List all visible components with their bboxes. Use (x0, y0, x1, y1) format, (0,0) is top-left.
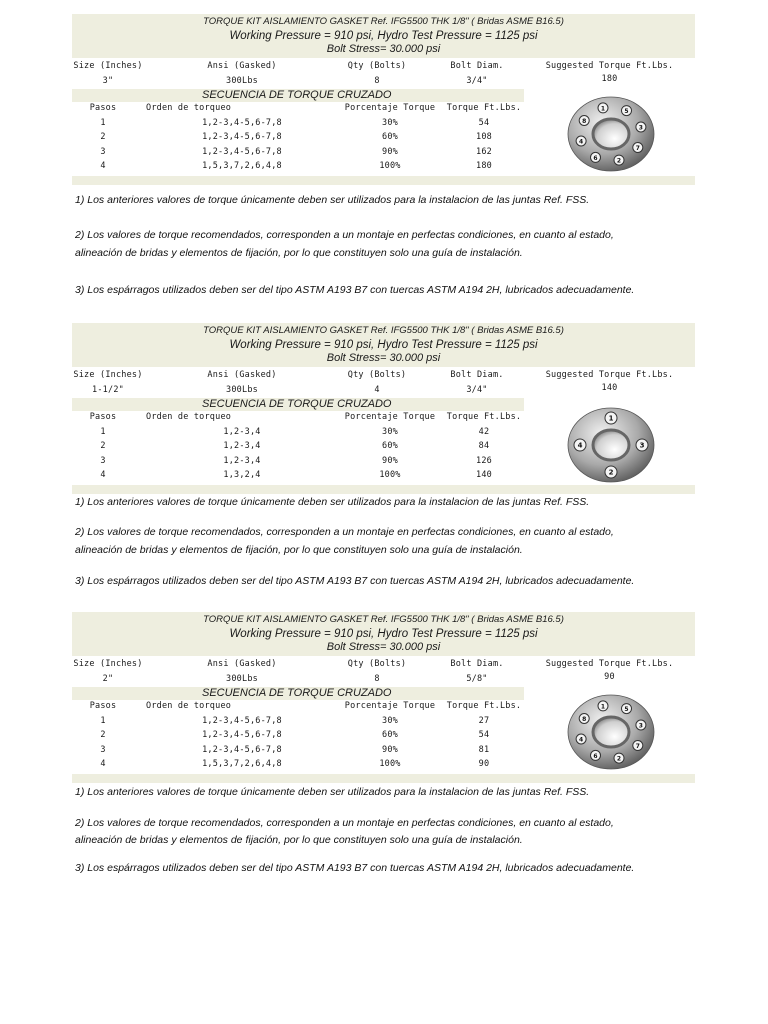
step-header-porcentaje: Porcentaje Torque (344, 701, 436, 711)
step-order: 1,3,2,4 (223, 470, 261, 480)
spec-value-qty: 8 (374, 76, 380, 86)
spec-value-row (72, 672, 695, 687)
section-header (72, 612, 695, 656)
spec-header-ansi: Ansi (Gasked) (207, 61, 277, 71)
flange-bolt-diagram (566, 94, 656, 174)
note-line: 2) Los valores de torque recomendados, corresponden a un montaje en perfectas condiciones, en cuanto al estado, (75, 526, 614, 538)
step-torque: 84 (478, 441, 490, 451)
flange-bolt-diagram (566, 692, 656, 772)
step-number: 4 (100, 470, 106, 480)
step-order: 1,2-3,4-5,6-7,8 (202, 730, 282, 740)
bolt-stress-line: Bolt Stress= 30.000 psi (326, 352, 441, 364)
step-header-orden: Orden de torqueo (146, 103, 232, 113)
bolt-number: 5 (624, 108, 629, 116)
step-header-torque: Torque Ft.Lbs. (446, 412, 522, 422)
pressure-line: Working Pressure = 910 psi, Hydro Test Pressure = 1125 psi (229, 339, 538, 351)
step-torque: 42 (478, 426, 490, 437)
bolt-number: 7 (635, 743, 640, 750)
spec-value-size: 1-1/2" (92, 385, 124, 395)
section-header (72, 14, 695, 58)
spec-header-ansi: Ansi (Gasked) (207, 370, 277, 380)
step-percent: 30% (382, 715, 398, 726)
flange-bore (593, 717, 629, 747)
note-line: 1) Los anteriores valores de torque únicamente deben ser utilizados para la instalacion de las juntas Ref. FSS. (75, 194, 590, 206)
step-number: 1 (100, 715, 106, 726)
step-header-torque: Torque Ft.Lbs. (446, 701, 522, 711)
step-order: 1,2-3,4 (223, 455, 261, 466)
step-torque: 140 (476, 470, 492, 480)
step-number: 3 (100, 744, 106, 755)
step-torque: 108 (476, 132, 492, 142)
bolt-number: 6 (593, 154, 598, 162)
sequence-title: SECUENCIA DE TORQUE CRUZADO (202, 398, 392, 410)
bolt-number: 2 (616, 157, 622, 165)
section-title: TORQUE KIT AISLAMIENTO GASKET Ref. IFG5500 THK 1/8" ( Bridas ASME B16.5) (203, 614, 564, 625)
spec-value-diam: 5/8" (466, 674, 488, 684)
step-order: 1,5,3,7,2,6,4,8 (202, 759, 282, 769)
step-torque: 54 (478, 730, 490, 740)
spec-value-torque: 90 (604, 672, 615, 682)
spec-value-size: 3" (102, 76, 114, 86)
bolt-number: 1 (600, 105, 606, 113)
spec-value-torque: 140 (601, 383, 618, 393)
step-header-pasos: Pasos (89, 103, 117, 113)
bolt-number: 1 (600, 703, 606, 711)
step-order: 1,2-3,4-5,6-7,8 (202, 715, 282, 726)
bolt-number: 4 (579, 138, 584, 146)
step-header-pasos: Pasos (89, 701, 117, 711)
step-order: 1,2-3,4-5,6-7,8 (202, 146, 282, 157)
step-percent: 90% (382, 455, 398, 466)
bolt-number: 6 (593, 752, 598, 760)
note-line: alineación de bridas y elementos de fijación, por lo que constituyen solo una guía de instalación. (75, 247, 523, 259)
spec-header-diam: Bolt Diam. (450, 659, 504, 669)
step-percent: 30% (382, 426, 398, 437)
spec-header-qty: Qty (Bolts) (347, 659, 407, 669)
step-percent: 60% (382, 132, 398, 142)
spec-value-ansi: 300Lbs (226, 674, 258, 684)
step-order: 1,2-3,4-5,6-7,8 (202, 132, 282, 142)
spec-value-row (72, 74, 695, 89)
spec-value-ansi: 300Lbs (226, 385, 258, 395)
section-title: TORQUE KIT AISLAMIENTO GASKET Ref. IFG5500 THK 1/8" ( Bridas ASME B16.5) (203, 16, 564, 27)
step-header-pasos: Pasos (89, 412, 117, 422)
step-order: 1,2-3,4-5,6-7,8 (202, 744, 282, 755)
step-header-orden: Orden de torqueo (146, 412, 232, 422)
bolt-number: 8 (582, 716, 587, 723)
step-header-torque: Torque Ft.Lbs. (446, 103, 522, 113)
spec-header-size: Size (Inches) (73, 659, 143, 669)
step-percent: 90% (382, 744, 398, 755)
spec-value-diam: 3/4" (466, 76, 488, 86)
step-number: 2 (100, 730, 106, 740)
spec-header-torque: Suggested Torque Ft.Lbs. (545, 659, 674, 669)
spec-header-size: Size (Inches) (73, 61, 143, 71)
spec-header-qty: Qty (Bolts) (347, 370, 407, 380)
bolt-number: 8 (582, 118, 587, 125)
bolt-number: 2 (616, 755, 622, 763)
flange-figure (566, 405, 656, 489)
section-title: TORQUE KIT AISLAMIENTO GASKET Ref. IFG5500 THK 1/8" ( Bridas ASME B16.5) (203, 325, 564, 336)
note-line: 3) Los espárragos utilizados deben ser del tipo ASTM A193 B7 con tuercas ASTM A194 2H, lubricados adecuadamente. (75, 575, 635, 587)
flange-bolt-diagram (566, 405, 656, 485)
spec-header-ansi: Ansi (Gasked) (207, 659, 277, 669)
bolt-number: 4 (579, 736, 584, 744)
step-torque: 126 (476, 455, 492, 466)
bolt-number: 4 (577, 441, 583, 450)
flange-bore (593, 119, 629, 149)
step-number: 2 (100, 132, 106, 142)
step-percent: 100% (379, 759, 401, 769)
note-line: 2) Los valores de torque recomendados, corresponden a un montaje en perfectas condiciones, en cuanto al estado, (75, 229, 614, 241)
step-percent: 30% (382, 117, 398, 128)
sequence-title-bar (72, 89, 524, 102)
step-torque: 180 (476, 161, 492, 171)
bolt-stress-line: Bolt Stress= 30.000 psi (326, 641, 441, 653)
spec-header-diam: Bolt Diam. (450, 61, 504, 71)
step-order: 1,2-3,4 (223, 426, 261, 437)
note-line: 1) Los anteriores valores de torque únicamente deben ser utilizados para la instalacion de las juntas Ref. FSS. (75, 496, 590, 508)
step-number: 2 (100, 441, 106, 451)
sequence-title-bar (72, 687, 524, 700)
note-line: alineación de bridas y elementos de fijación, por lo que constituyen solo una guía de instalación. (75, 544, 523, 556)
step-torque: 162 (476, 146, 492, 157)
step-number: 1 (100, 117, 106, 128)
sequence-title-bar (72, 398, 524, 411)
flange-figure (566, 692, 656, 776)
spec-value-size: 2" (102, 674, 114, 684)
spec-value-diam: 3/4" (466, 385, 488, 395)
bolt-number: 1 (608, 414, 614, 423)
step-torque: 54 (478, 117, 490, 128)
spec-header-diam: Bolt Diam. (450, 370, 504, 380)
spec-header-torque: Suggested Torque Ft.Lbs. (545, 370, 674, 380)
pressure-line: Working Pressure = 910 psi, Hydro Test Pressure = 1125 psi (229, 628, 538, 640)
step-order: 1,2-3,4-5,6-7,8 (202, 117, 282, 128)
flange-figure (566, 94, 656, 178)
spec-header-torque: Suggested Torque Ft.Lbs. (545, 61, 674, 71)
step-percent: 60% (382, 441, 398, 451)
flange-bore (593, 430, 629, 460)
spec-header-size: Size (Inches) (73, 370, 143, 380)
step-number: 1 (100, 426, 106, 437)
step-percent: 90% (382, 146, 398, 157)
note-line: alineación de bridas y elementos de fijación, por lo que constituyen solo una guía de instalación. (75, 834, 523, 846)
step-order: 1,2-3,4 (223, 441, 261, 451)
spec-value-qty: 4 (374, 385, 380, 395)
step-percent: 60% (382, 730, 398, 740)
spec-value-torque: 180 (601, 74, 618, 84)
step-header-porcentaje: Porcentaje Torque (344, 103, 436, 113)
step-torque: 27 (478, 715, 490, 726)
sequence-title: SECUENCIA DE TORQUE CRUZADO (202, 687, 392, 699)
bolt-stress-line: Bolt Stress= 30.000 psi (326, 43, 441, 55)
sequence-title: SECUENCIA DE TORQUE CRUZADO (202, 89, 392, 101)
step-header-orden: Orden de torqueo (146, 701, 232, 711)
bolt-number: 7 (635, 145, 640, 152)
step-number: 3 (100, 146, 106, 157)
spec-header-qty: Qty (Bolts) (347, 61, 407, 71)
spec-value-row (72, 383, 695, 398)
pressure-line: Working Pressure = 910 psi, Hydro Test Pressure = 1125 psi (229, 30, 538, 42)
step-torque: 81 (478, 744, 490, 755)
step-torque: 90 (478, 759, 490, 769)
bolt-number: 5 (624, 706, 629, 714)
note-line: 2) Los valores de torque recomendados, corresponden a un montaje en perfectas condiciones, en cuanto al estado, (75, 817, 614, 829)
bolt-number: 3 (638, 124, 643, 132)
spec-value-ansi: 300Lbs (226, 76, 258, 86)
section-header (72, 323, 695, 367)
step-number: 4 (100, 161, 106, 171)
note-line: 3) Los espárragos utilizados deben ser del tipo ASTM A193 B7 con tuercas ASTM A194 2H, lubricados adecuadamente. (75, 862, 635, 874)
step-header-porcentaje: Porcentaje Torque (344, 412, 436, 422)
step-order: 1,5,3,7,2,6,4,8 (202, 161, 282, 171)
bolt-number: 2 (608, 468, 614, 477)
note-line: 3) Los espárragos utilizados deben ser del tipo ASTM A193 B7 con tuercas ASTM A194 2H, lubricados adecuadamente. (75, 284, 635, 296)
step-number: 3 (100, 455, 106, 466)
step-number: 4 (100, 759, 106, 769)
bolt-number: 3 (638, 722, 643, 730)
step-percent: 100% (379, 161, 401, 171)
step-percent: 100% (379, 470, 401, 480)
spec-value-qty: 8 (374, 674, 380, 684)
bolt-number: 3 (639, 441, 645, 450)
note-line: 1) Los anteriores valores de torque únicamente deben ser utilizados para la instalacion de las juntas Ref. FSS. (75, 786, 590, 798)
